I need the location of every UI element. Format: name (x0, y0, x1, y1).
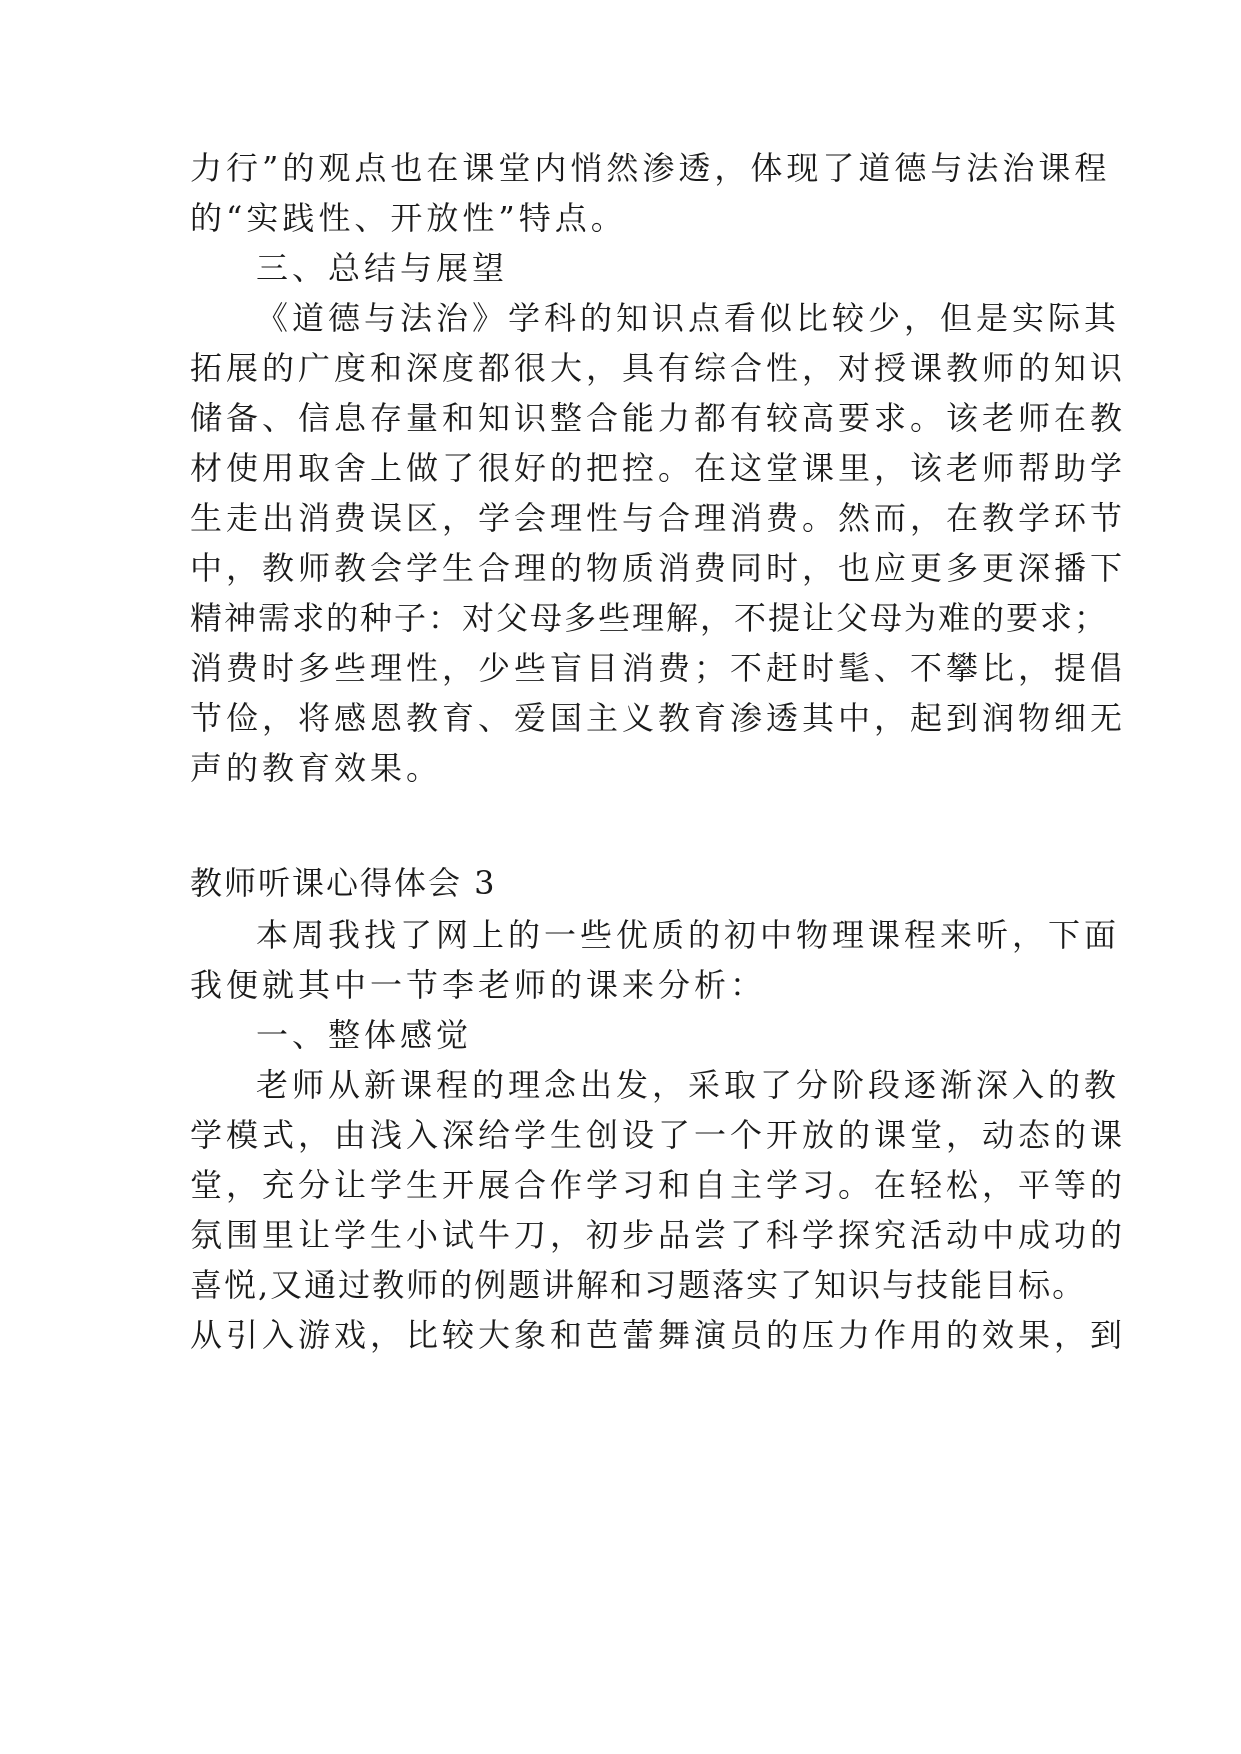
body-text-line: 《道德与法治》学科的知识点看似比较少，但是实际其 (256, 299, 1121, 337)
body-text-line: 的“实践性、开放性”特点。 (190, 199, 627, 237)
body-text-line: 氛围里让学生小试牛刀，初步品尝了科学探究活动中成功的 (190, 1216, 1127, 1254)
body-text-line: 材使用取舍上做了很好的把控。在这堂课里，该老师帮助学 (190, 449, 1127, 487)
body-text-line: 节俭，将感恩教育、爱国主义教育渗透其中，起到润物细无 (190, 699, 1127, 737)
body-text-line: 储备、信息存量和知识整合能力都有较高要求。该老师在教 (190, 399, 1127, 437)
body-text-line: 中，教师教会学生合理的物质消费同时，也应更多更深播下 (190, 549, 1127, 587)
body-text-line: 拓展的广度和深度都很大，具有综合性，对授课教师的知识 (190, 349, 1127, 387)
body-text-line: 学模式，由浅入深给学生创设了一个开放的课堂，动态的课 (190, 1116, 1127, 1154)
body-text-line: 消费时多些理性，少些盲目消费；不赶时髦、不攀比，提倡 (190, 649, 1127, 687)
body-text-line: 声的教育效果。 (190, 749, 443, 787)
body-text-line: 力行”的观点也在课堂内悄然渗透，体现了道德与法治课程 (190, 149, 1111, 187)
section-heading: 三、总结与展望 (256, 249, 509, 287)
body-text-line: 堂，充分让学生开展合作学习和自主学习。在轻松，平等的 (190, 1166, 1127, 1204)
body-text-line: 本周我找了网上的一些优质的初中物理课程来听，下面 (256, 916, 1121, 954)
body-text-line: 从引入游戏，比较大象和芭蕾舞演员的压力作用的效果，到 (190, 1316, 1127, 1354)
body-text-line: 老师从新课程的理念出发，采取了分阶段逐渐深入的教 (256, 1066, 1121, 1104)
body-text-line: 我便就其中一节李老师的课来分析： (190, 966, 767, 1004)
body-text-line: 生走出消费误区，学会理性与合理消费。然而，在教学环节 (190, 499, 1127, 537)
body-text-line: 精神需求的种子：对父母多些理解，不提让父母为难的要求； (190, 599, 1109, 637)
body-text-line: 喜悦,又通过教师的例题讲解和习题落实了知识与技能目标。 (190, 1266, 1087, 1304)
article-title: 教师听课心得体会 3 (190, 864, 497, 902)
section-heading: 一、整体感觉 (256, 1016, 473, 1054)
